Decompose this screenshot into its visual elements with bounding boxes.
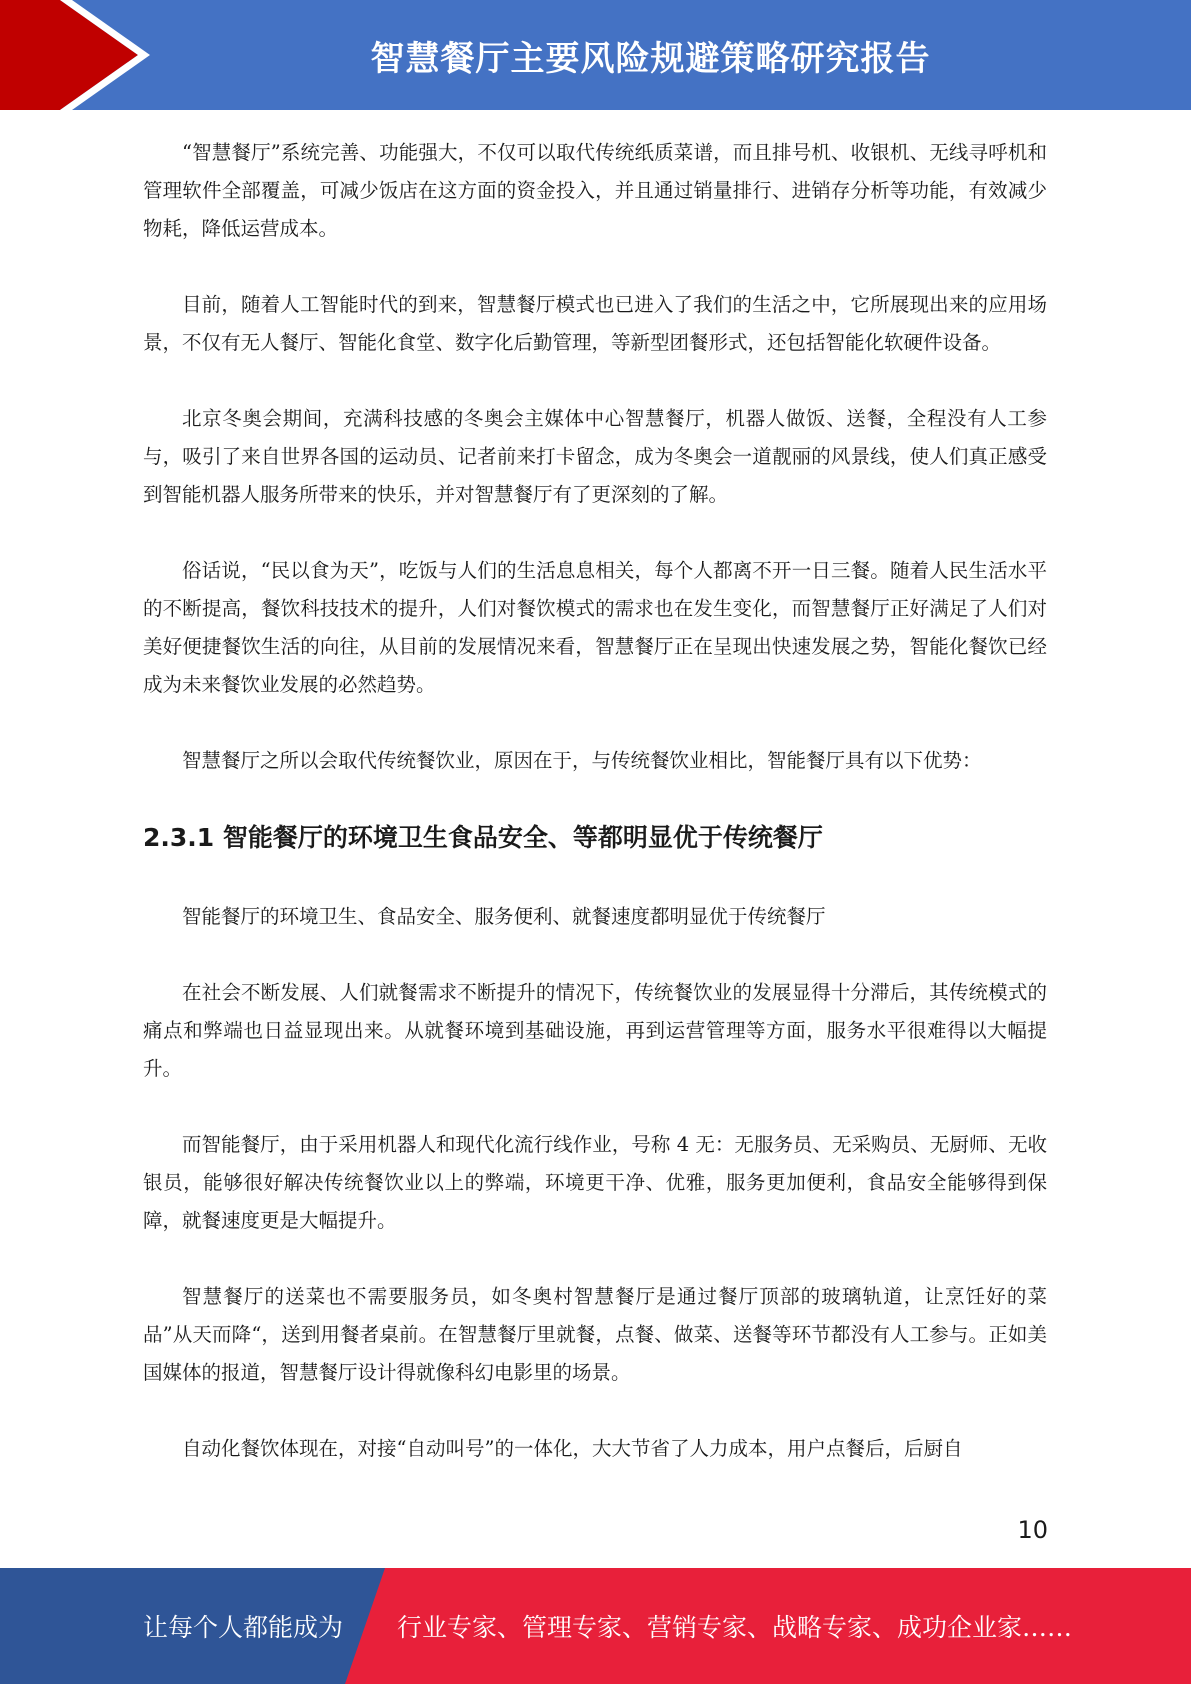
paragraph: 俗话说，“民以食为天”，吃饭与人们的生活息息相关，每个人都离不开一日三餐。随着人民生活水平的不断提高，餐饮科技技术的提升，人们对餐饮模式的需求也在发生变化，而智慧餐厅正好满足了人们对美好便捷餐饮生活的向往，从目前的发展情况来看，智慧餐厅正在呈现出快速发展之势，智能化餐饮已经成为未来餐饮业发展的必然趋势。 bbox=[143, 559, 1047, 696]
paragraph: 北京冬奥会期间，充满科技感的冬奥会主媒体中心智慧餐厅，机器人做饭、送餐，全程没有人工参与，吸引了来自世界各国的运动员、记者前来打卡留念，成为冬奥会一道靓丽的风景线，使人们真正感受到智能机器人服务所带来的快乐，并对智慧餐厅有了更深刻的了解。 bbox=[143, 407, 1047, 506]
page-title: 智慧餐厅主要风险规避策略研究报告 bbox=[370, 38, 931, 79]
section-heading: 2.3.1 智能餐厅的环境卫生食品安全、等都明显优于传统餐厅 bbox=[143, 823, 823, 852]
footer-band bbox=[0, 1568, 1191, 1684]
header-chevron-icon bbox=[0, 0, 160, 110]
paragraph: 而智能餐厅，由于采用机器人和现代化流行线作业，号称 4 无：无服务员、无采购员、无厨师、无收银员，能够很好解决传统餐饮业以上的弊端，环境更干净、优雅，服务更加便利，食品安全能够得到保障，就餐速度更是大幅提升。 bbox=[143, 1133, 1047, 1232]
header-band bbox=[0, 0, 1191, 110]
paragraph: 目前，随着人工智能时代的到来，智慧餐厅模式也已进入了我们的生活之中，它所展现出来的应用场景，不仅有无人餐厅、智能化食堂、数字化后勤管理，等新型团餐形式，还包括智能化软硬件设备。 bbox=[143, 293, 1047, 354]
footer-slogan-left: 让每个人都能成为 bbox=[143, 1613, 344, 1642]
footer-slogan-right: 行业专家、管理专家、营销专家、战略专家、成功企业家…… bbox=[397, 1613, 1073, 1642]
paragraph: 智能餐厅的环境卫生、食品安全、服务便利、就餐速度都明显优于传统餐厅 bbox=[182, 905, 826, 928]
paragraph: 智慧餐厅之所以会取代传统餐饮业，原因在于，与传统餐饮业相比，智能餐厅具有以下优势： bbox=[182, 749, 982, 772]
document-body bbox=[143, 134, 1047, 1506]
paragraph: 智慧餐厅的送菜也不需要服务员，如冬奥村智慧餐厅是通过餐厅顶部的玻璃轨道，让烹饪好的菜品”从天而降“，送到用餐者桌前。在智慧餐厅里就餐，点餐、做菜、送餐等环节都没有人工参与。正如美国媒体的报道，智慧餐厅设计得就像科幻电影里的场景。 bbox=[143, 1285, 1047, 1384]
paragraph: 自动化餐饮体现在，对接“自动叫号”的一体化，大大节省了人力成本，用户点餐后，后厨自 bbox=[182, 1437, 963, 1460]
paragraph: 在社会不断发展、人们就餐需求不断提升的情况下，传统餐饮业的发展显得十分滞后，其传统模式的痛点和弊端也日益显现出来。从就餐环境到基础设施，再到运营管理等方面，服务水平很难得以大幅提升。 bbox=[143, 981, 1047, 1080]
page-number: 10 bbox=[1017, 1516, 1048, 1544]
paragraph: “智慧餐厅”系统完善、功能强大，不仅可以取代传统纸质菜谱，而且排号机、收银机、无线寻呼机和管理软件全部覆盖，可减少饭店在这方面的资金投入，并且通过销量排行、进销存分析等功能，有效减少物耗，降低运营成本。 bbox=[143, 141, 1047, 240]
